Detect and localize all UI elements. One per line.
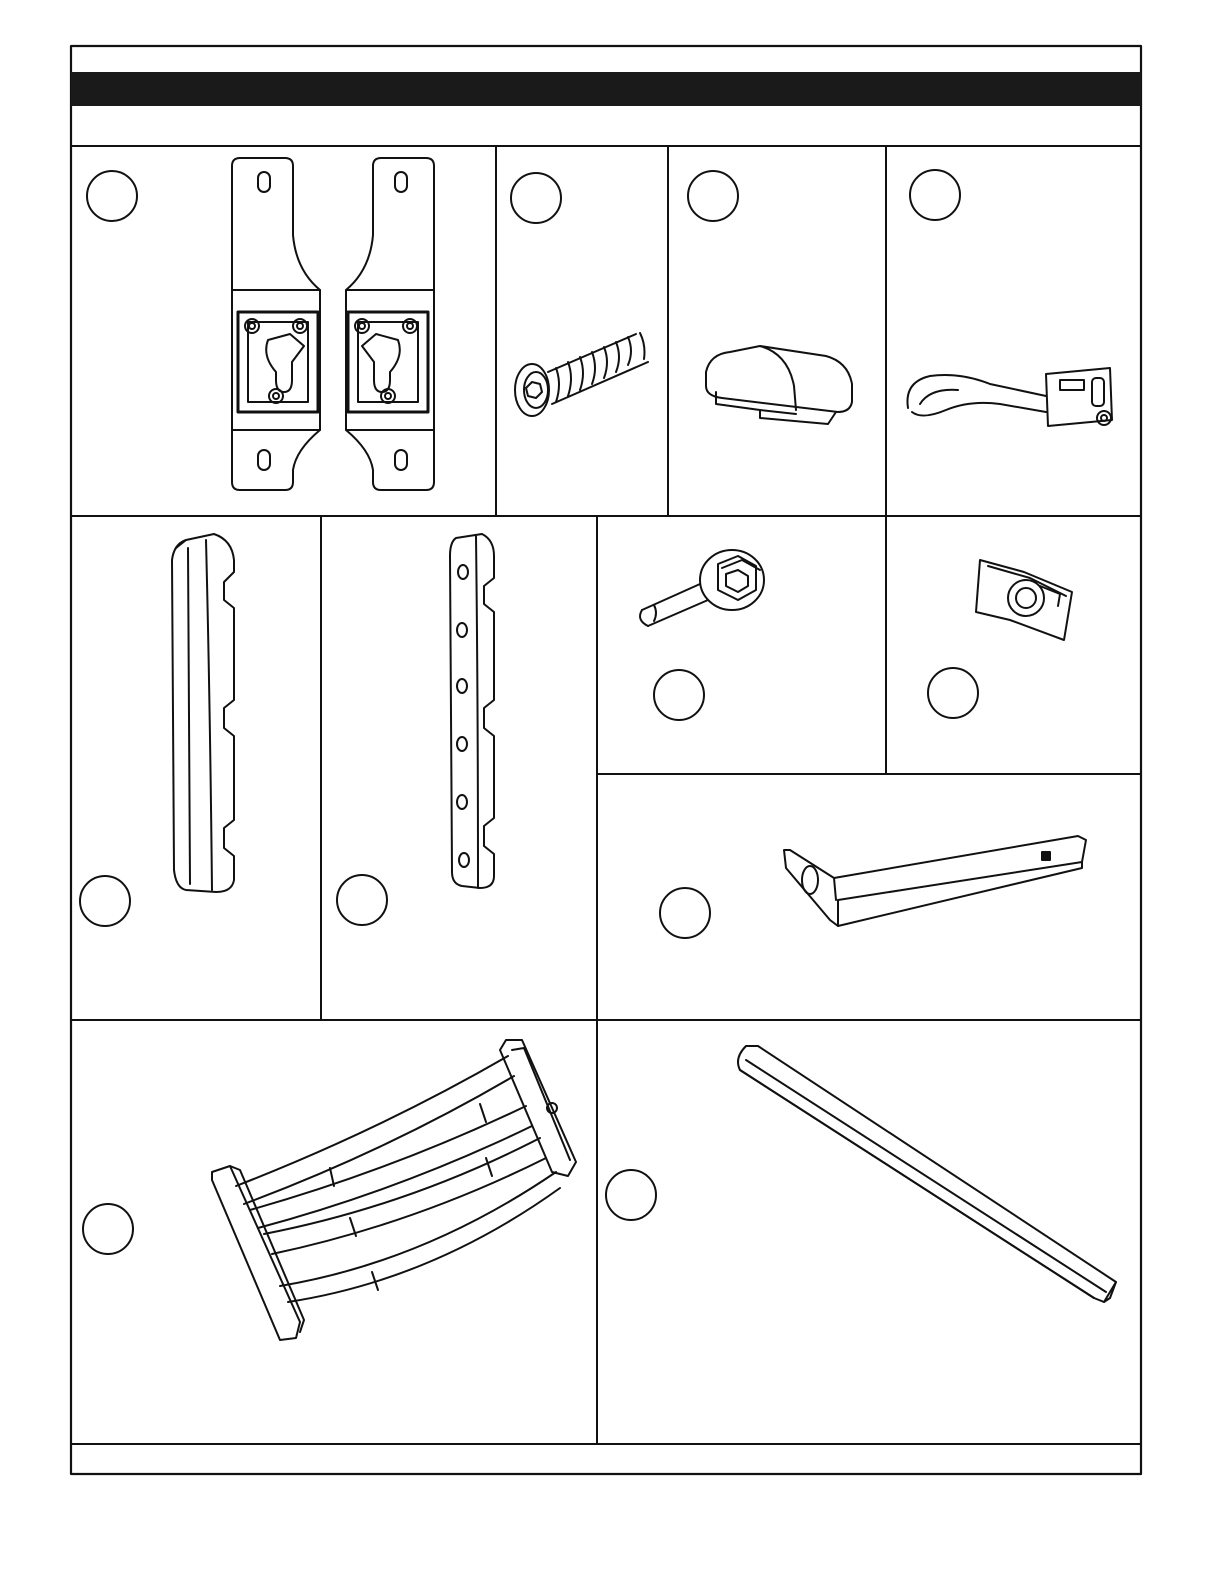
part-label-circle-7 xyxy=(654,670,704,720)
part-cell-8 xyxy=(928,560,1072,718)
part-cell-1 xyxy=(87,158,434,490)
header-bar xyxy=(71,72,1141,106)
part-cell-3 xyxy=(688,171,852,424)
strap-clip-icon xyxy=(907,368,1112,426)
screw-icon xyxy=(515,333,648,416)
hex-bolt-icon xyxy=(640,550,764,626)
part-cell-5 xyxy=(80,534,234,926)
part-cell-7 xyxy=(640,550,764,720)
part-label-circle-11 xyxy=(606,1170,656,1220)
part-cell-2 xyxy=(511,173,648,416)
side-rail-holes-icon xyxy=(450,534,494,888)
side-rail-plain-icon xyxy=(172,534,234,892)
part-label-circle-9 xyxy=(660,888,710,938)
part-cell-11 xyxy=(606,1046,1116,1302)
end-cap-icon xyxy=(706,346,852,424)
part-label-circle-4 xyxy=(910,170,960,220)
part-label-circle-8 xyxy=(928,668,978,718)
part-label-circle-5 xyxy=(80,876,130,926)
part-cell-10 xyxy=(83,1040,576,1340)
part-cell-4 xyxy=(907,170,1112,426)
part-label-circle-1 xyxy=(87,171,137,221)
angle-bracket-icon xyxy=(784,836,1086,926)
curved-step-icon xyxy=(212,1040,576,1340)
part-label-circle-2 xyxy=(511,173,561,223)
part-label-circle-3 xyxy=(688,171,738,221)
cage-nut-icon xyxy=(976,560,1072,640)
part-cell-6 xyxy=(337,534,494,925)
tube-bar-icon xyxy=(738,1046,1116,1302)
part-label-circle-6 xyxy=(337,875,387,925)
part-label-circle-10 xyxy=(83,1204,133,1254)
bracket-pair-icon xyxy=(232,158,434,490)
part-cell-9 xyxy=(660,836,1086,938)
